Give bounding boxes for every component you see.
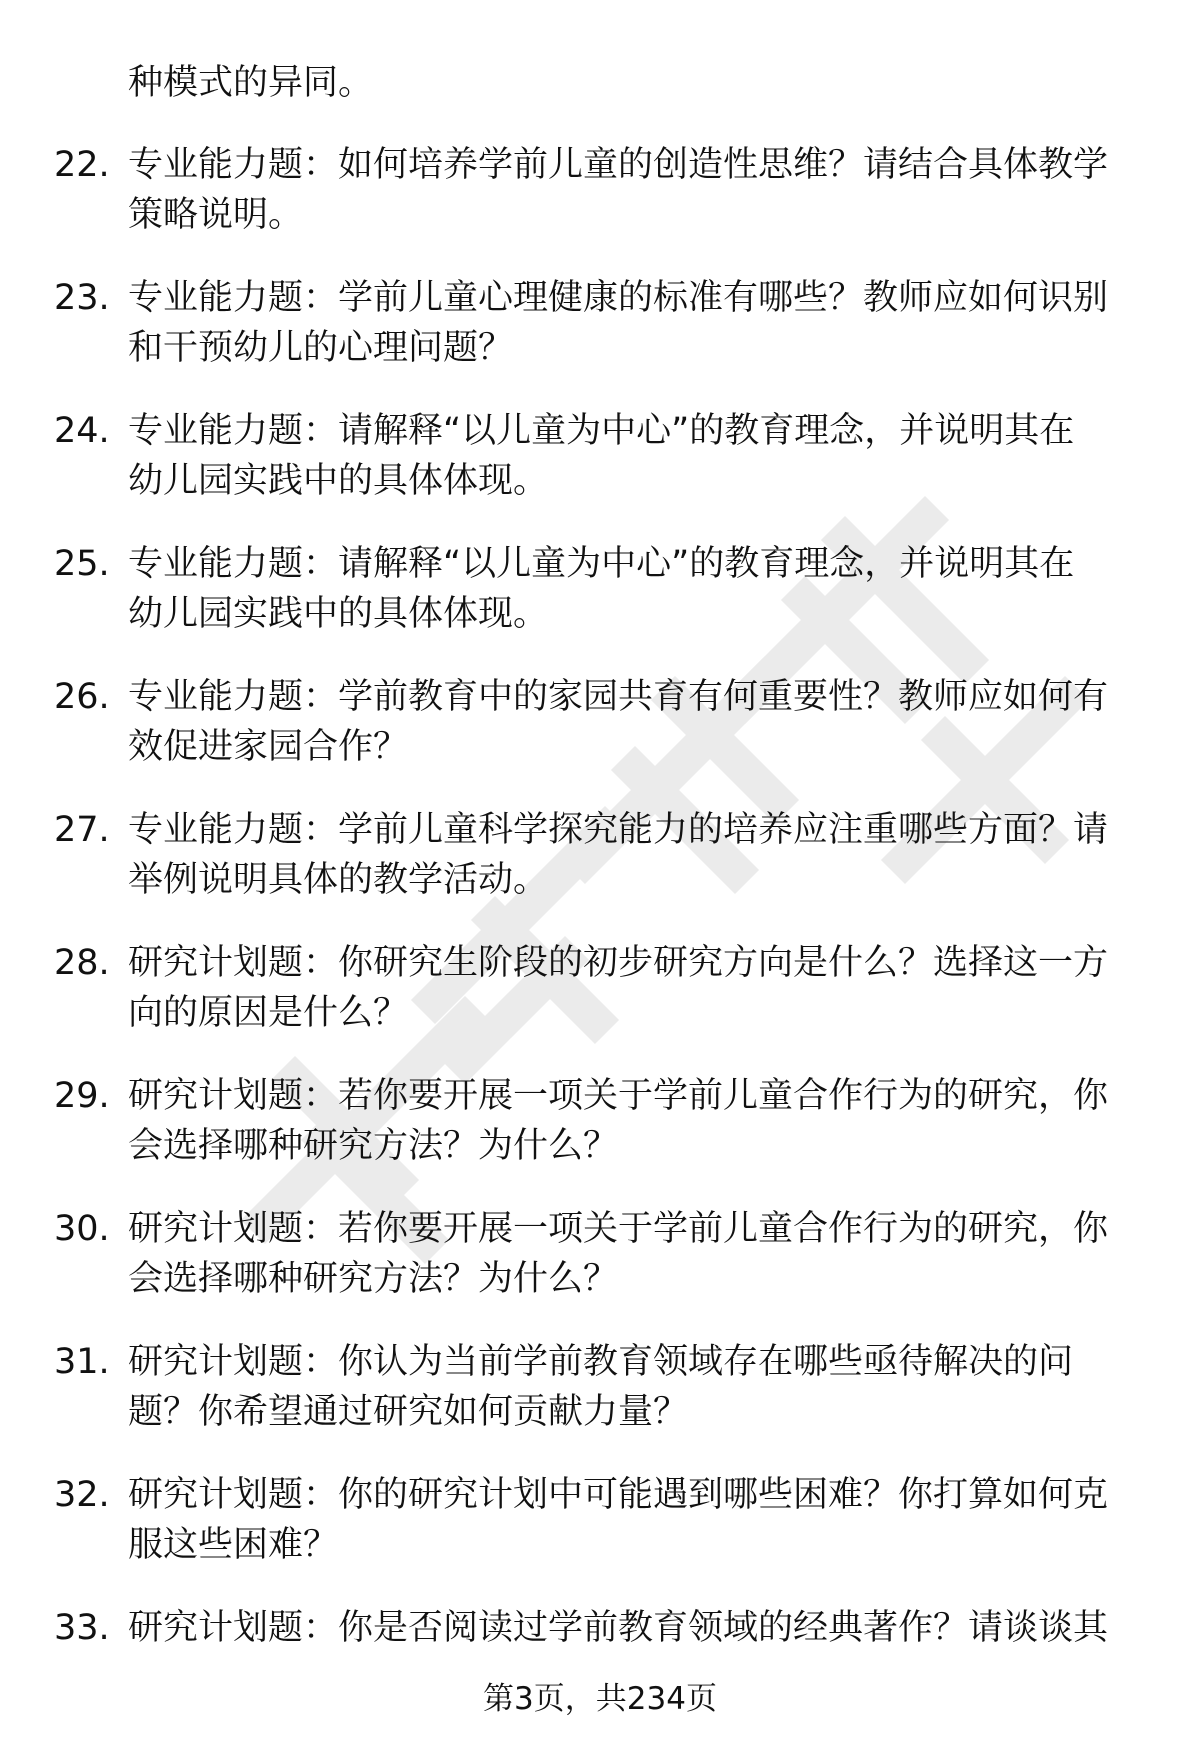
- question-text-line: 和干预幼儿的心理问题？: [128, 328, 514, 368]
- question-number: 32.: [54, 1475, 110, 1515]
- question-number: 27.: [54, 810, 110, 850]
- question-number: 26.: [54, 677, 110, 717]
- question-list: [0, 140, 1200, 1736]
- question-text-line: 会选择哪种研究方法？为什么？: [128, 1259, 619, 1299]
- question-item: [0, 805, 1200, 938]
- question-number: 30.: [54, 1209, 110, 1249]
- question-number: 33.: [54, 1608, 110, 1648]
- question-number: 29.: [54, 1076, 110, 1116]
- question-text-line: 专业能力题：学前教育中的家园共育有何重要性？教师应如何有: [128, 677, 1109, 717]
- question-text-line: 研究计划题：你研究生阶段的初步研究方向是什么？选择这一方: [128, 943, 1109, 983]
- question-text-line: 研究计划题：你的研究计划中可能遇到哪些困难？你打算如何克: [128, 1475, 1109, 1515]
- question-text-line: 题？你希望通过研究如何贡献力量？: [128, 1392, 689, 1432]
- question-text-line: 幼儿园实践中的具体体现。: [128, 461, 549, 501]
- question-text-line: 会选择哪种研究方法？为什么？: [128, 1126, 619, 1166]
- question-text-line: 研究计划题：你认为当前学前教育领域存在哪些亟待解决的问: [128, 1342, 1074, 1382]
- question-item: [0, 672, 1200, 805]
- question-item: [0, 938, 1200, 1071]
- question-text-line: 专业能力题：学前儿童科学探究能力的培养应注重哪些方面？请: [128, 810, 1109, 850]
- question-item: [0, 140, 1200, 273]
- question-item: [0, 273, 1200, 406]
- question-text-line: 研究计划题：若你要开展一项关于学前儿童合作行为的研究，你: [128, 1076, 1109, 1116]
- question-item: [0, 1204, 1200, 1337]
- question-text-line: 专业能力题：学前儿童心理健康的标准有哪些？教师应如何识别: [128, 278, 1109, 318]
- question-item: [0, 539, 1200, 672]
- question-number: 28.: [54, 943, 110, 983]
- question-text-line: 研究计划题：若你要开展一项关于学前儿童合作行为的研究，你: [128, 1209, 1109, 1249]
- question-text-line: 策略说明。: [128, 195, 304, 235]
- question-item: [0, 1470, 1200, 1603]
- question-number: 23.: [54, 278, 110, 318]
- question-text-line: 专业能力题：如何培养学前儿童的创造性思维？请结合具体教学: [128, 145, 1109, 185]
- question-text-line: 服这些困难？: [128, 1525, 339, 1565]
- continuation-text: 种模式的异同。: [128, 63, 374, 103]
- page-footer: 第3页，共234页: [483, 1681, 717, 1717]
- question-text-line: 专业能力题：请解释“以儿童为中心”的教育理念，并说明其在: [128, 411, 1075, 451]
- question-text-line: 向的原因是什么？: [128, 993, 409, 1033]
- question-text-line: 研究计划题：你是否阅读过学前教育领域的经典著作？请谈谈其: [128, 1608, 1109, 1648]
- question-text-line: 举例说明具体的教学活动。: [128, 860, 549, 900]
- question-number: 24.: [54, 411, 110, 451]
- question-text-line: 专业能力题：请解释“以儿童为中心”的教育理念，并说明其在: [128, 544, 1075, 584]
- question-text-line: 效促进家园合作？: [128, 727, 409, 767]
- question-item: [0, 1337, 1200, 1470]
- question-item: [0, 1071, 1200, 1204]
- question-number: 31.: [54, 1342, 110, 1382]
- question-number: 25.: [54, 544, 110, 584]
- question-number: 22.: [54, 145, 110, 185]
- question-item: [0, 406, 1200, 539]
- question-text-line: 幼儿园实践中的具体体现。: [128, 594, 549, 634]
